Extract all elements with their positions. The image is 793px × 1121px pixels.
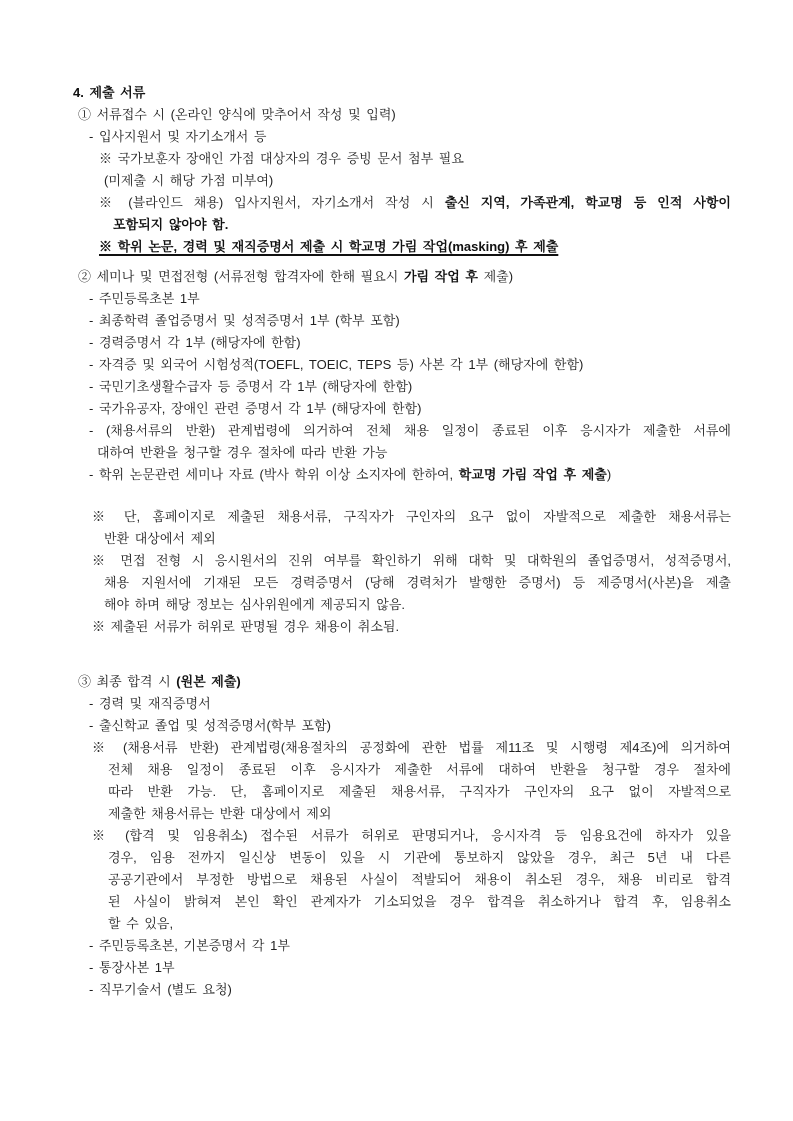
document-title <box>0 82 793 104</box>
text-line <box>0 310 731 332</box>
text-line <box>0 616 731 638</box>
text-span: ※ (합격 및 임용취소) 접수된 서류가 허위로 판명되거나, 응시자격 등 임용요건에 하자가 있을 <box>92 828 731 843</box>
text-span: 공공기관에서 부정한 방법으로 채용된 사실이 적발되어 채용이 취소된 경우, 채용 비리로 합격 <box>108 872 731 887</box>
text-line <box>0 82 731 104</box>
text-span: 대하여 반환을 청구할 경우 절차에 따라 반환 가능 <box>97 445 388 460</box>
text-line <box>0 148 731 170</box>
text-span: - 학위 논문관련 세미나 자료 (박사 학위 이상 소지자에 한하여, <box>89 467 459 482</box>
text-span: - 최종학력 졸업증명서 및 성적증명서 1부 (학부 포함) <box>89 313 400 328</box>
text-span: - 통장사본 1부 <box>89 960 175 975</box>
text-line <box>0 354 731 376</box>
text-span: ③ 최종 합격 시 <box>78 674 177 689</box>
text-line <box>0 847 731 869</box>
text-span: ) <box>606 467 612 482</box>
text-span: 할 수 있음, <box>108 916 174 931</box>
text-line <box>0 126 731 148</box>
text-span: ※ 국가보훈자 장애인 가점 대상자의 경우 증빙 문서 첨부 필요 <box>99 151 464 166</box>
text-span: - (채용서류의 반환) 관계법령에 의거하여 전체 채용 일정이 종료된 이후 응시자가 제출한 서류에 <box>89 423 731 438</box>
section-1-application <box>0 104 793 258</box>
text-line <box>0 236 731 258</box>
text-span: (미제출 시 해당 가점 미부여) <box>104 173 274 188</box>
section-2-seminar-interview <box>0 266 793 486</box>
text-span: 전체 채용 일정이 종료된 이후 응시자가 제출한 서류에 대하여 반환을 청구할 경우 절차에 <box>108 762 731 777</box>
text-line <box>0 528 731 550</box>
text-line <box>0 398 731 420</box>
text-span: - 입사지원서 및 자기소개서 등 <box>89 129 267 144</box>
text-line <box>0 376 731 398</box>
text-line <box>0 170 731 192</box>
text-line <box>0 420 731 442</box>
text-span: - 경력증명서 각 1부 (해당자에 한함) <box>89 335 301 350</box>
text-line <box>0 715 731 737</box>
text-span: ※ 단, 홈페이지로 제출된 채용서류, 구직자가 구인자의 요구 없이 자발적으로 제출한 채용서류는 <box>92 509 731 524</box>
text-line <box>0 979 731 1001</box>
text-line <box>0 825 731 847</box>
text-span: - 출신학교 졸업 및 성적증명서(학부 포함) <box>89 718 331 733</box>
text-span: 제출한 채용서류는 반환 대상에서 제외 <box>108 806 332 821</box>
emphasis-text: 출신 지역, 가족관계, 학교명 등 인적 사항이 <box>444 195 731 210</box>
section-3-final-pass <box>0 671 793 1001</box>
text-span: - 국민기초생활수급자 등 증명서 각 1부 (해당자에 한함) <box>89 379 413 394</box>
text-line <box>0 737 731 759</box>
text-span: 채용 지원서에 기재된 모든 경력증명서 (당해 경력처가 발행한 증명서) 등 제증명서(사본)을 제출 <box>104 575 731 590</box>
text-span: ※ (블라인드 채용) 입사지원서, 자기소개서 작성 시 <box>99 195 445 210</box>
text-line <box>0 464 731 486</box>
text-line <box>0 781 731 803</box>
text-span: - 직무기술서 (별도 요청) <box>89 982 232 997</box>
text-line <box>0 266 731 288</box>
text-line <box>0 104 731 126</box>
text-span: - 주민등록초본, 기본증명서 각 1부 <box>89 938 290 953</box>
text-line <box>0 803 731 825</box>
text-span: 된 사실이 밝혀져 본인 확인 관계자가 기소되었을 경우 합격을 취소하거나 합격 후, 임용취소 <box>108 894 731 909</box>
text-span: 따라 반환 가능. 단, 홈페이지로 제출된 채용서류, 구직자가 구인자의 요구 없이 자발적으로 <box>108 784 731 799</box>
text-line <box>0 869 731 891</box>
text-span: 반환 대상에서 제외 <box>104 531 216 546</box>
emphasis-text: ※ 학위 논문, 경력 및 재직증명서 제출 시 학교명 가림 작업(masking) 후 제출 <box>99 239 559 254</box>
text-line <box>0 442 731 464</box>
text-span: ※ 면접 전형 시 응시원서의 진위 여부를 확인하기 위해 대학 및 대학원의 졸업증명서, 성적증명서, <box>92 553 731 568</box>
text-line <box>0 594 731 616</box>
emphasis-text: 4. 제출 서류 <box>73 85 146 100</box>
text-span: ※ (채용서류 반환) 관계법령(채용절차의 공정화에 관한 법률 제11조 및 시행령 제4조)에 의거하여 <box>92 740 731 755</box>
text-line <box>0 891 731 913</box>
text-span: ※ 제출된 서류가 허위로 판명될 경우 채용이 취소됨. <box>92 619 400 634</box>
text-span: ② 세미나 및 면접전형 (서류전형 합격자에 한해 필요시 <box>78 269 404 284</box>
text-line <box>0 192 731 214</box>
text-line <box>0 759 731 781</box>
text-span: 경우, 임용 전까지 일신상 변동이 있을 시 기관에 통보하지 않았을 경우, 최근 5년 내 다른 <box>108 850 731 865</box>
emphasis-text: 학교명 가림 작업 후 제출 <box>458 467 607 482</box>
text-span: ① 서류접수 시 (온라인 양식에 맞추어서 작성 및 입력) <box>78 107 396 122</box>
text-line <box>0 214 731 236</box>
text-line <box>0 572 731 594</box>
text-span: 해야 하며 해당 정보는 심사위원에게 제공되지 않음. <box>104 597 406 612</box>
text-line <box>0 332 731 354</box>
text-line <box>0 550 731 572</box>
text-span: - 주민등록초본 1부 <box>89 291 200 306</box>
text-line <box>0 913 731 935</box>
text-span: - 국가유공자, 장애인 관련 증명서 각 1부 (해당자에 한함) <box>89 401 422 416</box>
text-span: - 자격증 및 외국어 시험성적(TOEFL, TOEIC, TEPS 등) 사본 각 1부 (해당자에 한함) <box>89 357 584 372</box>
text-line <box>0 957 731 979</box>
text-line <box>0 935 731 957</box>
emphasis-text: 가림 작업 후 <box>403 269 478 284</box>
text-line <box>0 693 731 715</box>
text-line <box>0 671 731 693</box>
text-line <box>0 288 731 310</box>
text-line <box>0 506 731 528</box>
section-notes <box>0 506 793 638</box>
emphasis-text: 포함되지 않아야 함. <box>113 217 229 232</box>
text-span: - 경력 및 재직증명서 <box>89 696 211 711</box>
text-span: 제출) <box>477 269 514 284</box>
emphasis-text: (원본 제출) <box>176 674 241 689</box>
